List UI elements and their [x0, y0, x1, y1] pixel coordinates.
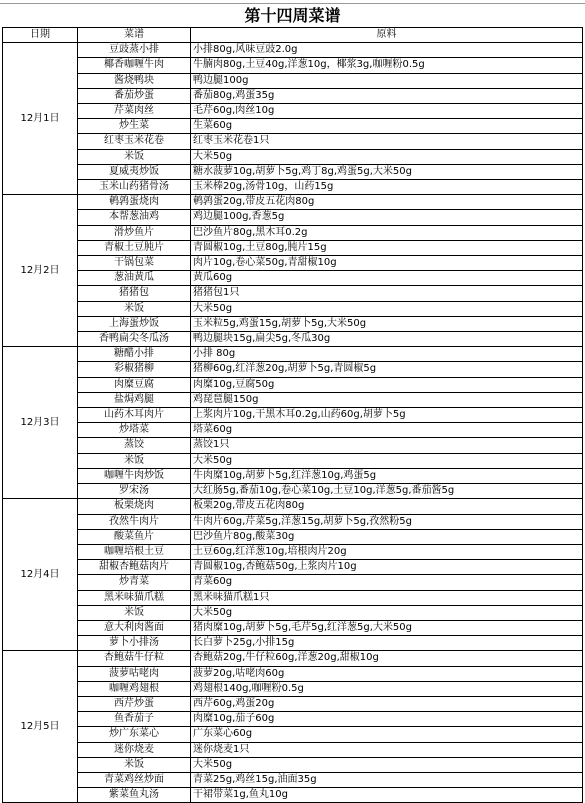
dish-cell: 椰香咖喱牛肉 — [78, 58, 191, 73]
ingredients-cell: 大红肠5g,番茄10g,卷心菜10g,土豆10g,洋葱5g,番茄酱5g — [191, 484, 583, 499]
table-row — [3, 164, 583, 179]
header-date: 日期 — [3, 28, 78, 43]
table-row — [3, 347, 583, 362]
ingredients-cell: 大米50g — [191, 301, 583, 316]
dish-cell: 酸菜鱼片 — [78, 529, 191, 544]
table-row — [3, 757, 583, 772]
dish-cell: 豆豉蒸小排 — [78, 43, 191, 58]
ingredients-cell: 黄瓜60g — [191, 271, 583, 286]
ingredients-cell: 肉糜10g,茄子60g — [191, 712, 583, 727]
table-row — [3, 484, 583, 499]
table-row — [3, 392, 583, 407]
table-row — [3, 696, 583, 711]
table-row — [3, 256, 583, 271]
table-row — [3, 316, 583, 331]
ingredients-cell: 长白萝卜25g,小排15g — [191, 636, 583, 651]
ingredients-cell: 塔菜60g — [191, 423, 583, 438]
table-row — [3, 301, 583, 316]
ingredients-cell: 黑米味猫爪糕1只 — [191, 590, 583, 605]
table-row — [3, 468, 583, 483]
dish-cell: 芹菜肉丝 — [78, 104, 191, 119]
ingredients-cell: 红枣玉米花卷1只 — [191, 134, 583, 149]
ingredients-cell: 板栗20g,带皮五花肉80g — [191, 499, 583, 514]
ingredients-cell: 蒸饺1只 — [191, 438, 583, 453]
table-row — [3, 772, 583, 787]
dish-cell: 干锅包菜 — [78, 256, 191, 271]
table-row — [3, 73, 583, 88]
table-row — [3, 240, 583, 255]
dish-cell: 米饭 — [78, 453, 191, 468]
ingredients-cell: 生菜60g — [191, 119, 583, 134]
table-row — [3, 210, 583, 225]
dish-cell: 意大利肉酱面 — [78, 620, 191, 635]
table-row — [3, 332, 583, 347]
table-row — [3, 377, 583, 392]
header-dish: 菜谱 — [78, 28, 191, 43]
ingredients-cell: 青圆椒10g,土豆80g,肫片15g — [191, 240, 583, 255]
dish-cell: 炒生菜 — [78, 119, 191, 134]
dish-cell: 滑炒鱼片 — [78, 225, 191, 240]
dish-cell: 紫菜鱼丸汤 — [78, 788, 191, 803]
table-row — [3, 514, 583, 529]
dish-cell: 青椒土豆肫片 — [78, 240, 191, 255]
dish-cell: 罗宋汤 — [78, 484, 191, 499]
dish-cell: 米饭 — [78, 605, 191, 620]
dish-cell: 蒸饺 — [78, 438, 191, 453]
date-cell: 12月4日 — [3, 499, 78, 651]
ingredients-cell: 大米50g — [191, 605, 583, 620]
table-row — [3, 88, 583, 103]
table-row — [3, 575, 583, 590]
ingredients-cell: 菠萝20g,咕咾肉60g — [191, 666, 583, 681]
table-row — [3, 104, 583, 119]
table-row — [3, 636, 583, 651]
ingredients-cell: 毛芹60g,肉丝10g — [191, 104, 583, 119]
table-row — [3, 727, 583, 742]
ingredients-cell: 鹌鹑蛋20g,带皮五花肉80g — [191, 195, 583, 210]
table-row — [3, 180, 583, 195]
table-row — [3, 499, 583, 514]
table-row — [3, 712, 583, 727]
dish-cell: 炒广东菜心 — [78, 727, 191, 742]
table-row — [3, 590, 583, 605]
dish-cell: 鱼香茄子 — [78, 712, 191, 727]
ingredients-cell: 青菜60g — [191, 575, 583, 590]
date-cell: 12月5日 — [3, 651, 78, 803]
table-row — [3, 788, 583, 803]
ingredients-cell: 鸭边腿块15g,扁尖5g,冬瓜30g — [191, 332, 583, 347]
table-row — [3, 58, 583, 73]
table-row — [3, 149, 583, 164]
dish-cell: 板栗烧肉 — [78, 499, 191, 514]
dish-cell: 黑米味猫爪糕 — [78, 590, 191, 605]
table-row — [3, 43, 583, 58]
ingredients-cell: 玉米棒20g,汤骨10g，山药15g — [191, 180, 583, 195]
ingredients-cell: 小排80g,风味豆豉2.0g — [191, 43, 583, 58]
table-row — [3, 195, 583, 210]
dish-cell: 香鸭扁尖冬瓜汤 — [78, 332, 191, 347]
dish-cell: 夏威夷炒饭 — [78, 164, 191, 179]
header-row — [3, 28, 583, 43]
dish-cell: 鹌鹑蛋烧肉 — [78, 195, 191, 210]
dish-cell: 红枣玉米花卷 — [78, 134, 191, 149]
table-row — [3, 544, 583, 559]
ingredients-cell: 牛腩肉80g,土豆40g,洋葱10g，椰浆3g,咖喱粉0.5g — [191, 58, 583, 73]
menu-table — [2, 27, 583, 803]
table-row — [3, 134, 583, 149]
ingredients-cell: 巴沙鱼片80g,酸菜30g — [191, 529, 583, 544]
table-row — [3, 620, 583, 635]
dish-cell: 葱油黄瓜 — [78, 271, 191, 286]
ingredients-cell: 巴沙鱼片80g,黑木耳0.2g — [191, 225, 583, 240]
ingredients-cell: 猪柳60g,红洋葱20g,胡萝卜5g,青圆椒5g — [191, 362, 583, 377]
ingredients-cell: 西芹60g,鸡蛋20g — [191, 696, 583, 711]
ingredients-cell: 大米50g — [191, 757, 583, 772]
dish-cell: 咖喱培根土豆 — [78, 544, 191, 559]
ingredients-cell: 上浆肉片10g,干黑木耳0.2g,山药60g,胡萝卜5g — [191, 408, 583, 423]
table-row — [3, 362, 583, 377]
ingredients-cell: 猪猪包1只 — [191, 286, 583, 301]
dish-cell: 酱烧鸭块 — [78, 73, 191, 88]
ingredients-cell: 肉糜10g,豆腐50g — [191, 377, 583, 392]
table-row — [3, 225, 583, 240]
ingredients-cell: 鸡边腿100g,香葱5g — [191, 210, 583, 225]
dish-cell: 西芹炒蛋 — [78, 696, 191, 711]
dish-cell: 山药木耳肉片 — [78, 408, 191, 423]
table-row — [3, 742, 583, 757]
table-row — [3, 438, 583, 453]
ingredients-cell: 糖水菠萝10g,胡萝卜5g,鸡丁8g,鸡蛋5g,大米50g — [191, 164, 583, 179]
table-row — [3, 666, 583, 681]
ingredients-cell: 小排 80g — [191, 347, 583, 362]
dish-cell: 米饭 — [78, 301, 191, 316]
table-row — [3, 423, 583, 438]
dish-cell: 菠萝咕咾肉 — [78, 666, 191, 681]
table-row — [3, 286, 583, 301]
dish-cell: 迷你烧麦 — [78, 742, 191, 757]
ingredients-cell: 猪肉糜10g,胡萝卜5g,毛芹5g,红洋葱5g,大米50g — [191, 620, 583, 635]
table-row — [3, 681, 583, 696]
dish-cell: 炒塔菜 — [78, 423, 191, 438]
dish-cell: 甜椒杏鲍菇肉片 — [78, 560, 191, 575]
table-row — [3, 119, 583, 134]
date-cell: 12月1日 — [3, 43, 78, 195]
ingredients-cell: 青菜25g,鸡丝15g,油面35g — [191, 772, 583, 787]
ingredients-cell: 土豆60g,红洋葱10g,培根肉片20g — [191, 544, 583, 559]
dish-cell: 咖喱牛肉炒饭 — [78, 468, 191, 483]
menu-body — [3, 43, 583, 803]
ingredients-cell: 干裙带菜1g,鱼丸10g — [191, 788, 583, 803]
dish-cell: 咖喱鸡翅根 — [78, 681, 191, 696]
date-cell: 12月2日 — [3, 195, 78, 347]
page-title: 第十四周菜谱 — [244, 6, 341, 25]
ingredients-cell: 肉片10g,卷心菜50g,青甜椒10g — [191, 256, 583, 271]
date-cell: 12月3日 — [3, 347, 78, 499]
dish-cell: 米饭 — [78, 149, 191, 164]
header-ingredients: 原料 — [191, 28, 583, 43]
dish-cell: 萝卜小排汤 — [78, 636, 191, 651]
dish-cell: 杏鲍菇牛仔粒 — [78, 651, 191, 666]
table-row — [3, 408, 583, 423]
dish-cell: 番茄炒蛋 — [78, 88, 191, 103]
dish-cell: 炒青菜 — [78, 575, 191, 590]
dish-cell: 盐焗鸡腿 — [78, 392, 191, 407]
table-row — [3, 453, 583, 468]
dish-cell: 猪猪包 — [78, 286, 191, 301]
table-row — [3, 560, 583, 575]
ingredients-cell: 迷你烧麦1只 — [191, 742, 583, 757]
table-row — [3, 651, 583, 666]
ingredients-cell: 鸡琵琶腿150g — [191, 392, 583, 407]
ingredients-cell: 广东菜心60g — [191, 727, 583, 742]
dish-cell: 本帮葱油鸡 — [78, 210, 191, 225]
ingredients-cell: 牛肉片60g,芹菜5g,洋葱15g,胡萝卜5g,孜然粉5g — [191, 514, 583, 529]
table-row — [3, 605, 583, 620]
table-row — [3, 529, 583, 544]
ingredients-cell: 番茄80g,鸡蛋35g — [191, 88, 583, 103]
ingredients-cell: 牛肉糜10g,胡萝卜5g,红洋葱10g,鸡蛋5g — [191, 468, 583, 483]
dish-cell: 上海蛋炒饭 — [78, 316, 191, 331]
ingredients-cell: 鸭边腿100g — [191, 73, 583, 88]
ingredients-cell: 大米50g — [191, 149, 583, 164]
ingredients-cell: 杏鲍菇20g,牛仔粒60g,洋葱20g,甜椒10g — [191, 651, 583, 666]
dish-cell: 肉糜豆腐 — [78, 377, 191, 392]
ingredients-cell: 大米50g — [191, 453, 583, 468]
dish-cell: 玉米山药猪骨汤 — [78, 180, 191, 195]
dish-cell: 青菜鸡丝炒面 — [78, 772, 191, 787]
ingredients-cell: 鸡翅根140g,咖喱粉0.5g — [191, 681, 583, 696]
table-row — [3, 271, 583, 286]
dish-cell: 米饭 — [78, 757, 191, 772]
dish-cell: 孜然牛肉片 — [78, 514, 191, 529]
dish-cell: 彩椒猪柳 — [78, 362, 191, 377]
ingredients-cell: 玉米粒5g,鸡蛋15g,胡萝卜5g,大米50g — [191, 316, 583, 331]
dish-cell: 糖醋小排 — [78, 347, 191, 362]
ingredients-cell: 青圆椒10g,杏鲍菇50g,上浆肉片10g — [191, 560, 583, 575]
